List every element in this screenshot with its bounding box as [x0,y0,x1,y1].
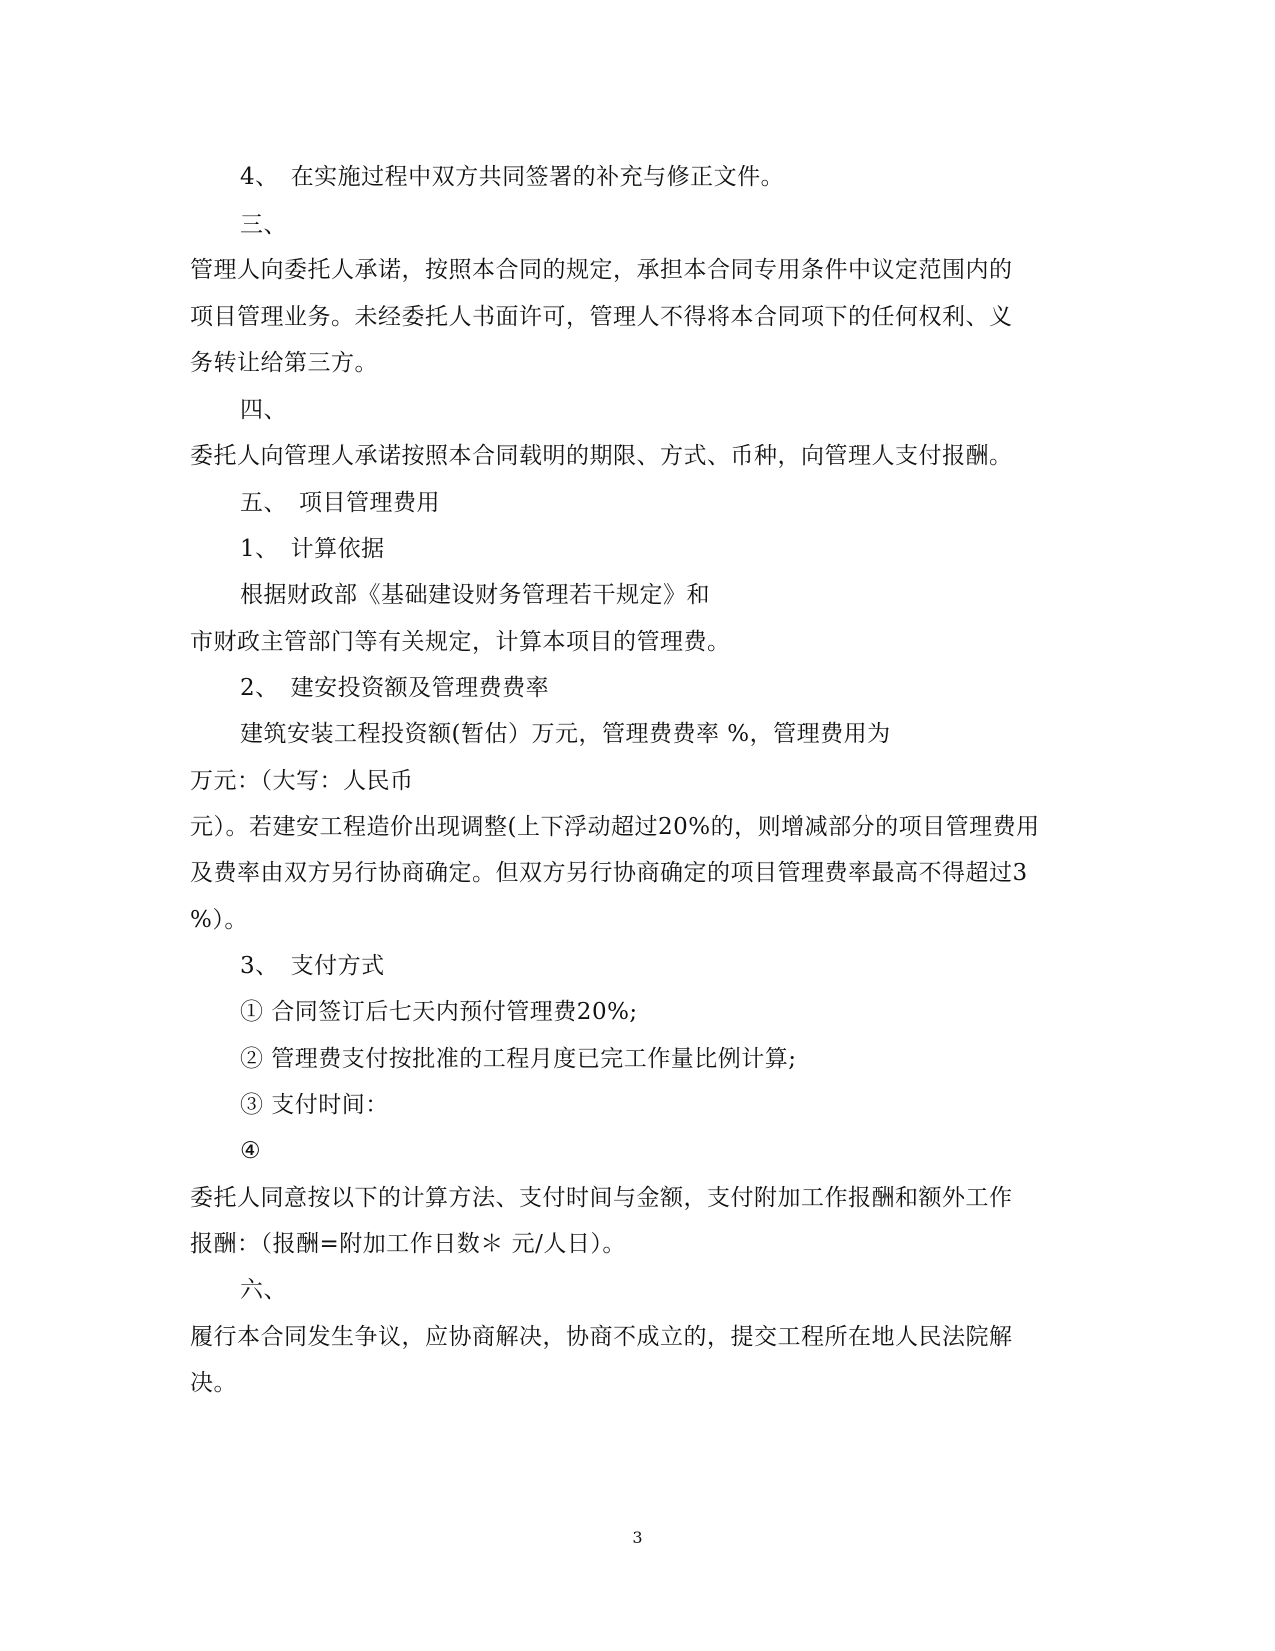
paragraph-line: 管理人向委托人承诺，按照本合同的规定，承担本合同专用条件中议定范围内的 [190,257,1013,283]
list-item-1: ① 合同签订后七天内预付管理费20%; [240,999,638,1025]
paragraph-line: 决。 [190,1370,237,1396]
paragraph-line: 市财政主管部门等有关规定，计算本项目的管理费。 [190,629,731,655]
page-number: 3 [632,1528,643,1547]
paragraph-line: 报酬：（报酬=附加工作日数＊ 元/人日）。 [190,1231,626,1257]
paragraph-line: 项目管理业务。未经委托人书面许可，管理人不得将本合同项下的任何权利、义 [190,304,1013,330]
paragraph-line: 根据财政部《基础建设财务管理若干规定》和 [240,582,710,608]
paragraph-line: 委托人向管理人承诺按照本合同载明的期限、方式、币种，向管理人支付报酬。 [190,443,1013,469]
subsection-heading-3: 3、 支付方式 [240,953,385,979]
paragraph-line: 万元：（大写：人民币 [190,768,414,794]
section-heading-6: 六、 [240,1277,287,1303]
list-item-3: ③ 支付时间： [240,1092,389,1118]
list-item-2: ② 管理费支付按批准的工程月度已完工作量比例计算; [240,1046,797,1072]
paragraph-line: %）。 [190,907,248,933]
paragraph-line: 委托人同意按以下的计算方法、支付时间与金额，支付附加工作报酬和额外工作 [190,1185,1013,1211]
section-heading-4: 四、 [240,397,287,423]
clause-item-4: 4、 在实施过程中双方共同签署的补充与修正文件。 [240,164,785,190]
paragraph-line: 及费率由双方另行协商确定。但双方另行协商确定的项目管理费率最高不得超过3 [190,860,1028,886]
section-heading-5: 五、 项目管理费用 [240,490,440,516]
subsection-heading-2: 2、 建安投资额及管理费费率 [240,675,550,701]
paragraph-line: 务转让给第三方。 [190,350,378,376]
paragraph-line: 履行本合同发生争议，应协商解决，协商不成立的，提交工程所在地人民法院解 [190,1324,1013,1350]
subsection-heading-1: 1、 计算依据 [240,536,385,562]
paragraph-line: 元）。若建安工程造价出现调整(上下浮动超过20%的，则增减部分的项目管理费用 [190,814,1040,840]
list-item-4: ④ [240,1138,262,1164]
section-heading-3: 三、 [240,212,287,238]
paragraph-line: 建筑安装工程投资额(暂估）万元，管理费费率 %，管理费用为 [240,721,891,747]
